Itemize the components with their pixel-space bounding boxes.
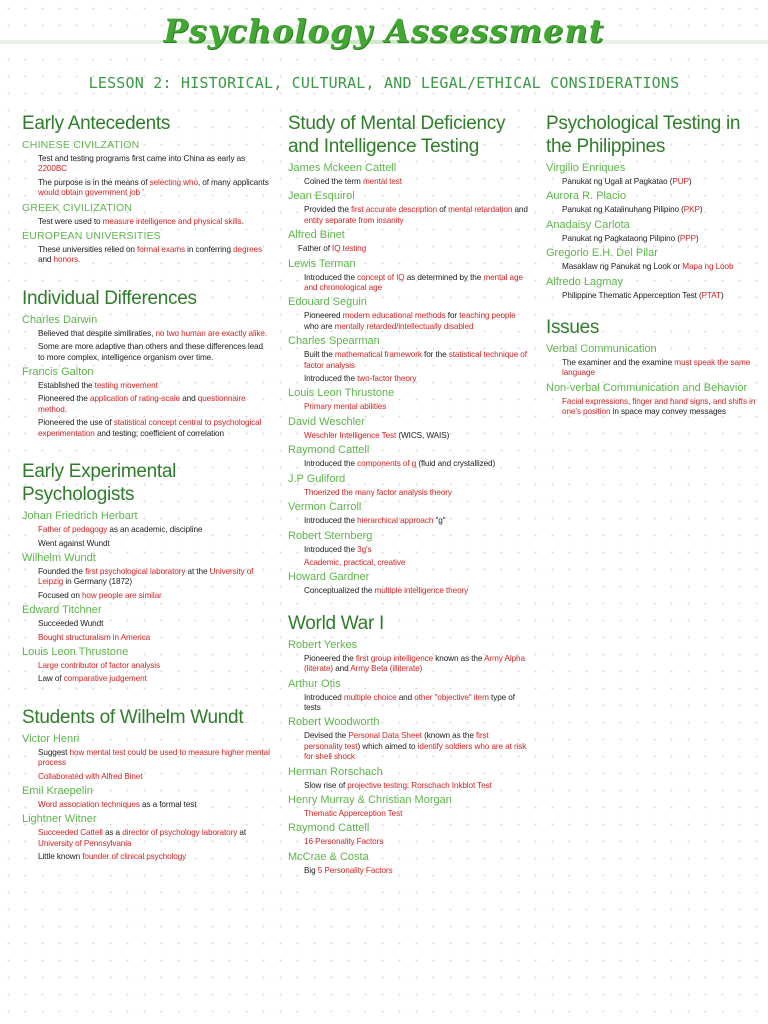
note-item: Slow rise of projective testing: Rorschach Inkblot Test bbox=[304, 780, 492, 790]
note-item: Primary mental abilities bbox=[304, 402, 387, 412]
person-name: Gregorio E.H. Del Pilar bbox=[546, 247, 658, 260]
note-item: Provided the first accurate description of mental retardation and entity separate from insanity bbox=[304, 205, 528, 225]
section-title: Psychological Testing in the Philippines bbox=[546, 113, 741, 157]
note-item: Test were used to measure intelligence and physical skills. bbox=[38, 216, 244, 226]
person-name: Johan Friedrich Herbart bbox=[22, 510, 138, 523]
note-item: Collaborated with Alfred Binet bbox=[38, 771, 143, 781]
note-item: These universities relied on formal exams in conferring degrees and honors. bbox=[38, 245, 262, 265]
column-right bbox=[546, 112, 760, 421]
person-name: Arthur Otis bbox=[288, 677, 341, 690]
section-title: World War I bbox=[288, 612, 384, 634]
note-item: Word association techniques as a formal test bbox=[38, 799, 197, 809]
person-name: Lewis Terman bbox=[288, 257, 356, 270]
section-title: Early Experimental Psychologists bbox=[22, 461, 177, 506]
note-item: Introduced the components of g (fluid and crystallized) bbox=[304, 459, 496, 469]
person-name: David Weschler bbox=[288, 415, 365, 428]
note-item: Introduced the 3g's bbox=[304, 544, 372, 554]
person-name: Louis Leon Thrustone bbox=[288, 387, 395, 400]
person-name: Alfred Binet bbox=[288, 229, 345, 242]
note-item: Coined the term mental test bbox=[304, 177, 402, 186]
person-name: Robert Yerkes bbox=[288, 638, 358, 651]
person-name: Victor Henri bbox=[22, 732, 80, 745]
section-issues bbox=[546, 316, 760, 418]
section-students-wundt bbox=[22, 706, 270, 863]
note-item: Introduced multiple choice and other "objective" item type of tests bbox=[304, 692, 515, 712]
note-item: Panukat ng Ugali at Pagkatao (PUP) bbox=[562, 177, 692, 186]
note-item: Thoerized the many factor analysis theory bbox=[304, 487, 452, 497]
note-item: 16 Personality Factors bbox=[304, 837, 384, 847]
page-title: Psychology Assessment bbox=[163, 12, 605, 50]
section-early-antecedents bbox=[22, 112, 270, 266]
note-item: Panukat ng Katalinuhang Pilipino (PKP) bbox=[562, 205, 703, 215]
person-name: Emil Kraepelin bbox=[22, 784, 93, 797]
note-item: Succeeded Cattell as a director of psychology laboratory at University of Pennsylvania bbox=[38, 828, 247, 848]
subheading-verbal: Verbal Communication bbox=[546, 343, 657, 356]
note-item: Conceptualized the multiple intelligence theory bbox=[304, 586, 469, 596]
person-name: Virgilio Enriques bbox=[546, 162, 626, 174]
note-item: Believed that despite similiraties, no two human are exactly alike. bbox=[38, 328, 268, 338]
person-name: Edward Titchner bbox=[22, 604, 102, 617]
subheading-european: EUROPEAN UNIVERSITIES bbox=[22, 230, 161, 243]
person-name: Wilhelm Wundt bbox=[22, 551, 96, 564]
person-name: Aurora R. Placio bbox=[546, 190, 627, 203]
note-item: Test and testing programs first came into China as early as 2200BC bbox=[38, 154, 246, 174]
note-item: Built the mathematical framework for the statistical technique of factor analysis bbox=[304, 350, 527, 370]
note-item: Suggest how mental test could be used to measure higher mental process bbox=[38, 747, 270, 768]
note-item: Some are more adaptive than others and these differences lead to more complex, intelligence organism over time. bbox=[38, 342, 263, 362]
note-item: Big 5 Personality Factors bbox=[304, 865, 393, 875]
subheading-chinese: CHINESE CIVILZATION bbox=[22, 139, 140, 151]
person-name: Louis Leon Thrustone bbox=[22, 645, 129, 658]
person-name: Edouard Seguin bbox=[288, 296, 367, 309]
section-title: Issues bbox=[546, 317, 600, 339]
person-name: Francis Galton bbox=[22, 366, 94, 379]
subheading-nonverbal: Non-verbal Communication and Behavior bbox=[546, 381, 748, 394]
note-item: Devised the Personal Data Sheet (known as the first personality test) which aimed to identify soldiers who are at risk for shell shock bbox=[304, 731, 527, 762]
note-item: Pioneered the application of rating-scale and questionnaire method. bbox=[38, 394, 246, 414]
section-title: Individual Differences bbox=[22, 287, 197, 309]
note-item: Pioneered the first group intelligence known as the Army Alpha (literate) and Army Beta (illiterate) bbox=[304, 653, 525, 674]
person-name: Anadaisy Carlota bbox=[546, 218, 630, 231]
section-world-war-1 bbox=[288, 612, 528, 876]
note-item: Large contributor of factor analysis bbox=[38, 660, 161, 670]
note-item: Father of IQ testing bbox=[298, 244, 367, 254]
note-item: Academic, practical, creative bbox=[304, 557, 406, 567]
person-name: Robert Woodworth bbox=[288, 716, 380, 729]
section-title: Early Antecedents bbox=[22, 113, 171, 134]
note-item: Weschler Intelligence Test (WICS, WAIS) bbox=[304, 430, 450, 440]
person-name: Jean Esquirol bbox=[288, 190, 355, 203]
person-name: Henry Murray & Christian Morgan bbox=[288, 793, 452, 806]
note-item: Focused on how people are similar bbox=[38, 590, 162, 600]
person-name: James Mckeen Cattell bbox=[288, 162, 397, 174]
lesson-subtitle: LESSON 2: HISTORICAL, CULTURAL, AND LEGAL/ETHICAL CONSIDERATIONS bbox=[88, 74, 680, 92]
note-item: Pioneered the use of statistical concept central to psychological experimentation and testing; coefficient of correlation bbox=[38, 418, 262, 438]
note-item: Masaklaw ng Panukat ng Look or Mapa ng Loob bbox=[562, 262, 734, 272]
note-item: Succeeded Wundt bbox=[38, 619, 104, 629]
section-individual-differences bbox=[22, 287, 270, 439]
note-item: Introduced the concept of IQ as determined by the mental age and chronological age bbox=[304, 272, 523, 293]
person-name: Raymond Cattell bbox=[288, 822, 370, 835]
note-item: Panukat ng Pagkataong Pilipino (PPP) bbox=[562, 233, 699, 243]
note-item: The purpose is in the means of selecting who, of many applicants would obtain government job ' bbox=[38, 177, 269, 198]
note-item: Thematic Apperception Test bbox=[304, 808, 403, 818]
person-name: Herman Rorschach bbox=[288, 765, 383, 778]
section-early-experimental bbox=[22, 460, 270, 685]
person-name: Robert Sternberg bbox=[288, 529, 373, 542]
note-item: Introduced the two-factor theory bbox=[304, 374, 417, 384]
person-name: Raymond Cattell bbox=[288, 444, 370, 457]
person-name: J.P Guliford bbox=[288, 472, 346, 485]
section-mental-deficiency bbox=[288, 112, 528, 597]
note-item: Went against Wundt bbox=[38, 538, 110, 548]
section-title: Study of Mental Deficiency and Intelligence Testing bbox=[288, 113, 506, 157]
note-item: Pioneered modern educational methods for teaching people who are mentally retarded/intellectually disabled bbox=[304, 311, 516, 331]
note-item: The examiner and the examine must speak the same language bbox=[562, 358, 751, 378]
person-name: Vermon Carroll bbox=[288, 501, 362, 514]
section-philippines bbox=[546, 112, 760, 301]
note-item: Philippine Thematic Apperception Test (PTAT) bbox=[562, 290, 724, 300]
note-item: Father of pedagogy as an academic, discipline bbox=[38, 525, 203, 535]
person-name: Howard Gardner bbox=[288, 571, 370, 584]
note-item: Facial expressions, finger and hand signs, and shifts in one's position in space may convey messages bbox=[562, 396, 756, 417]
note-item: Bought structuralism in America bbox=[38, 632, 151, 642]
person-name: McCrae & Costa bbox=[288, 850, 369, 863]
note-item: Law of comparative judgement bbox=[38, 674, 147, 684]
person-name: Lightner Witner bbox=[22, 813, 97, 826]
person-name: Charles Spearman bbox=[288, 335, 380, 348]
column-left bbox=[22, 112, 270, 866]
person-name: Charles Darwin bbox=[22, 313, 98, 326]
note-item: Little known founder of clinical psychology bbox=[38, 852, 187, 862]
person-name: Alfredo Lagmay bbox=[546, 275, 624, 288]
subheading-greek: GREEK CIVILIZATION bbox=[22, 201, 133, 214]
column-middle bbox=[288, 112, 528, 879]
note-item: Established the testing movement bbox=[38, 381, 158, 391]
note-item: Introduced the hierarchical approach "g" bbox=[304, 516, 446, 526]
note-item: Founded the first psychological laboratory at the University of Leipzig in Germany (1872) bbox=[38, 566, 254, 587]
section-title: Students of Wilhelm Wundt bbox=[22, 706, 244, 728]
